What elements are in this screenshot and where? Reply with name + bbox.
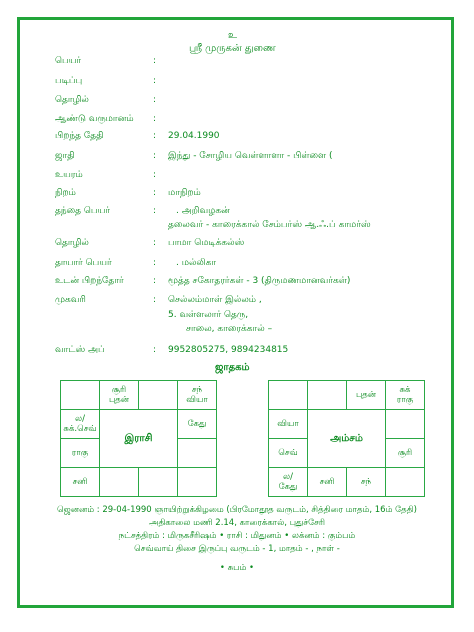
field-value-address-line2: 5. வள்ளலார் தெரு,	[168, 310, 249, 320]
field-colon: :	[153, 114, 157, 124]
amsam-house: சுக் ராகு	[386, 381, 425, 410]
field-label-father: தந்தை பெயர்	[55, 206, 110, 216]
rasi-house	[100, 468, 139, 497]
field-label-name: பெயர்	[55, 56, 82, 66]
rasi-center-label: இராசி	[124, 432, 153, 444]
birth-details: ஜெனனம் : 29-04-1990 ஞாயிற்றுக்கிழமை (பிரமோதூத வருடம், சித்திரை மாதம், 16ம் தேதி)	[57, 505, 417, 515]
field-colon: :	[153, 295, 157, 305]
amsam-center-label: அம்சம்	[330, 432, 363, 444]
field-value-mother: . மல்லிகா	[176, 258, 217, 268]
amsam-house	[308, 381, 347, 410]
field-colon: :	[153, 276, 157, 286]
field-label-address: முகவரி	[55, 295, 86, 305]
om-symbol: உ	[228, 30, 238, 41]
amsam-chart	[268, 380, 425, 497]
field-value-father: . அறிவழகன்	[176, 206, 230, 216]
field-colon: :	[153, 56, 157, 66]
amsam-house: வியா	[269, 410, 308, 439]
amsam-house	[386, 410, 425, 439]
field-value-dob: 29.04.1990	[168, 131, 220, 141]
closing-subam: • சுபம் •	[219, 563, 255, 573]
field-colon: :	[153, 95, 157, 105]
rasi-house: சூரி புதன்	[100, 381, 139, 410]
field-colon: :	[153, 258, 157, 268]
amsam-house	[269, 381, 308, 410]
amsam-house: சனி	[308, 468, 347, 497]
field-label-siblings: உடன் பிறந்தோர்	[55, 276, 124, 286]
amsam-house: புதன்	[347, 381, 386, 410]
rasi-house	[139, 381, 178, 410]
rasi-house	[178, 439, 217, 468]
field-label-income: ஆண்டு வருமானம்	[55, 114, 134, 124]
field-colon: :	[153, 131, 157, 141]
field-label-occupation: தொழில்	[55, 95, 89, 105]
field-colon: :	[153, 76, 157, 86]
rasi-chart	[60, 380, 217, 497]
rasi-house	[178, 468, 217, 497]
amsam-house: செவ்	[269, 439, 308, 468]
rasi-house	[61, 381, 100, 410]
field-label-mother: தாயார் பெயர்	[55, 258, 112, 268]
birth-time-place: அதிகாலை மணி 2.14, காரைக்கால், புதுச்சேரி	[149, 518, 325, 528]
jathagam-title: ஜாதகம்	[215, 362, 250, 373]
amsam-house: சந்	[347, 468, 386, 497]
field-value-father-occupation: பாமா மெடிக்கல்ஸ்	[168, 238, 245, 248]
field-value-complexion: மாநிறம்	[168, 188, 201, 198]
field-colon: :	[153, 238, 157, 248]
field-label-whatsapp: வாட்ஸ் அப்	[55, 345, 105, 355]
field-colon: :	[153, 345, 157, 355]
field-colon: :	[153, 170, 157, 180]
amsam-house	[386, 468, 425, 497]
field-colon: :	[153, 206, 157, 216]
field-value-address-line1: செல்லம்மாள் இல்லம் ,	[168, 295, 262, 305]
star-rasi-lagnam: நட்சத்திரம் : மிருகசீரிஷம் • ராசி : மிதுனம் • லக்னம் : கும்பம்	[118, 531, 356, 541]
amsam-house: ல/ கேது	[269, 468, 308, 497]
dasa-balance: செவ்வாய் திசை இருப்பு வருடம் - 1, மாதம் - , நாள் -	[134, 544, 340, 554]
rasi-house: ராகு	[61, 439, 100, 468]
page-title: ஸ்ரீ முருகன் துணை	[189, 43, 276, 54]
field-label-dob: பிறந்த தேதி	[55, 131, 104, 141]
field-label-height: உயரம்	[55, 170, 83, 180]
field-value-address-line3: சாலை, காரைக்கால் –	[186, 324, 273, 334]
field-label-complexion: நிறம்	[55, 188, 76, 198]
field-value-siblings: மூத்த சகோதரர்கள் - 3 (திருமணமானவர்கள்)	[168, 276, 351, 286]
field-label-father-occupation: தொழில்	[55, 238, 89, 248]
rasi-house: சனி	[61, 468, 100, 497]
rasi-house: சந் வியா	[178, 381, 217, 410]
rasi-house	[139, 468, 178, 497]
field-colon: :	[153, 151, 157, 161]
amsam-house: சூரி	[386, 439, 425, 468]
field-label-education: படிப்பு	[55, 76, 83, 86]
field-value-father-role: தலைவர் - காரைக்கால் சேம்பர்ஸ் ஆ.ஃ.ப் காமர்ஸ்	[168, 220, 371, 230]
field-value-whatsapp: 9952805275, 9894234815	[168, 345, 289, 355]
field-label-caste: ஜாதி	[55, 151, 75, 161]
field-colon: :	[153, 188, 157, 198]
rasi-house: கேது	[178, 410, 217, 439]
rasi-house: ல/ சுக்.செவ்	[61, 410, 100, 439]
field-value-caste: இந்து - சோழிய வெள்ளாளா - பிள்ளை (	[168, 151, 333, 161]
